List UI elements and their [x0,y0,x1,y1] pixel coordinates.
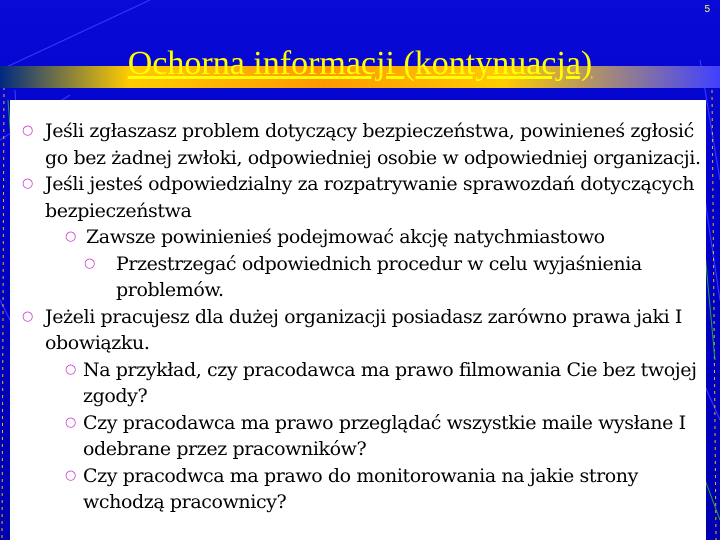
list-item [22,118,702,171]
bullet-list [22,118,702,516]
list-item [22,224,702,251]
list-item [22,357,702,410]
hollow-circle-bullet-icon: ○ [22,176,33,191]
list-item-text: Jeśli zgłaszasz problem dotyczący bezpieczeństwa, powinieneś zgłosić go bez żadnej zwłoki, odpowiedniej osobie w odpowiedniej organizacji. [45,120,701,169]
hollow-circle-bullet-icon: ○ [65,414,76,430]
hollow-circle-bullet-icon: ○ [65,361,76,377]
list-item-text: Jeśli jesteś odpowiedzialny za rozpatrywanie sprawozdań dotyczących bezpieczeństwa [45,173,695,222]
list-item-text: Czy pracodawca ma prawo przeglądać wszystkie maile wysłane I odebrane przez pracowników? [83,411,686,460]
hollow-circle-bullet-icon: ○ [22,123,33,138]
list-item-text: Jeżeli pracujesz dla dużej organizacji posiadasz zarówno prawa jaki I obowiązku. [45,305,683,354]
list-item-text: Na przykład, czy pracodawca ma prawo filmowania Cie bez twojej zgody? [83,358,697,407]
list-item-text: Przestrzegać odpowiednich procedur w celu wyjaśnienia problemów. [116,252,642,301]
list-item [22,171,702,224]
list-item [22,463,702,516]
list-item [22,304,702,357]
list-item [22,410,702,463]
hollow-circle-bullet-icon: ○ [22,308,33,324]
slide-number: 5 [704,4,710,15]
hollow-circle-bullet-icon: ○ [65,229,76,244]
list-item [22,251,702,304]
slide-title: Ochorna informacji (kontynuacja) [127,45,593,82]
hollow-circle-bullet-icon: ○ [84,255,95,271]
list-item-text: Czy pracodwca ma prawo do monitorowania na jakie strony wchodzą pracownicy? [83,464,638,513]
list-item-text: Zawsze powinienieś podejmować akcję natychmiastowo [86,226,605,248]
hollow-circle-bullet-icon: ○ [65,467,76,483]
